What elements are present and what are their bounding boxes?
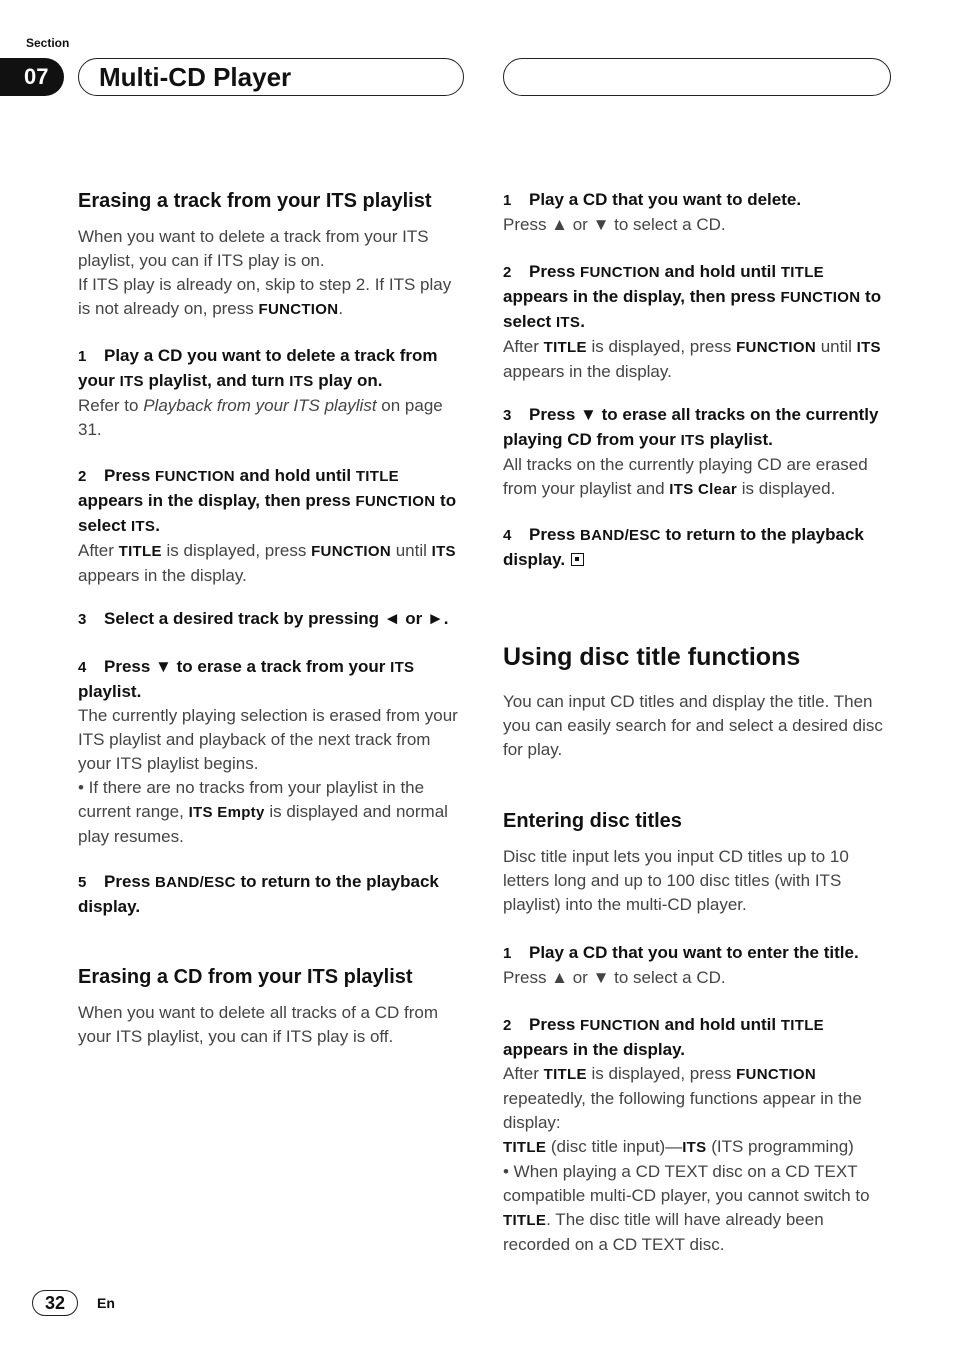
right-step-2: 2 Press FUNCTION and hold until TITLE appears in the display, then press FUNCTION to select ITS. After TITLE is displayed, press FUNCTION until ITS appears in the display. bbox=[503, 262, 882, 381]
right-step-1: 1 Play a CD that you want to delete. Press ▲ or ▼ to select a CD. bbox=[503, 190, 802, 234]
right-step-4: 4 Press BAND/ESC to return to the playback display. bbox=[503, 525, 864, 569]
left-step-4-note: • If there are no tracks from your playlist in the current range, ITS Empty is displayed and normal play resumes. bbox=[78, 778, 448, 846]
chapter-title-box bbox=[78, 58, 464, 96]
right-step-3: 3 Press ▼ to erase all tracks on the currently playing CD from your ITS playlist. All tracks on the currently playing CD are erased from your playlist and ITS Clear is displayed. bbox=[503, 405, 879, 498]
function-list: TITLE (disc title input)—ITS (ITS programming) bbox=[503, 1137, 854, 1156]
chapter-title: Multi-CD Player bbox=[99, 62, 292, 92]
section-label: Section bbox=[26, 36, 70, 50]
left-step-2: 2 Press FUNCTION and hold until TITLE appears in the display, then press FUNCTION to select ITS. After TITLE is displayed, press FUNCTION until ITS appears in the display. bbox=[78, 466, 457, 585]
erasing-cd-desc: When you want to delete all tracks of a CD from your ITS playlist, you can if ITS play is off. bbox=[78, 1003, 438, 1046]
erasing-track-intro: When you want to delete a track from your ITS playlist, you can if ITS play is on. If ITS play is already on, skip to step 2. If ITS play is not already on, press FUNCTION. bbox=[78, 227, 452, 318]
page-number: 32 bbox=[32, 1290, 78, 1316]
heading-erasing-track: Erasing a track from your ITS playlist bbox=[78, 190, 432, 212]
entering-desc: Disc title input lets you input CD titles up to 10 letters long and up to 100 disc titles (with ITS playlist) into the multi-CD player. bbox=[503, 847, 849, 914]
end-mark-icon bbox=[571, 553, 584, 566]
language-code: En bbox=[97, 1295, 115, 1311]
section-number-tab: 07 bbox=[0, 58, 64, 96]
left-step-4: 4 Press ▼ to erase a track from your ITS playlist. The currently playing selection is erased from your ITS playlist and playback of the next track from your ITS playlist begins. • If there are no tracks from your playlist in the current range, ITS Empty is displayed and normal play resumes. bbox=[78, 655, 468, 849]
heading-disc-title-functions: Using disc title functions bbox=[503, 643, 801, 671]
disc-title-desc: You can input CD titles and display the title. Then you can easily search for and select a desired disc for play. bbox=[503, 692, 883, 759]
cd-text-note: • When playing a CD TEXT disc on a CD TEXT compatible multi-CD player, you cannot switch to TITLE. The disc title will have already been recorded on a CD TEXT disc. bbox=[503, 1162, 870, 1254]
left-step-3: 3 Select a desired track by pressing ◄ or ►. bbox=[78, 609, 449, 628]
left-step-1: 1 Play a CD you want to delete a track from your ITS playlist, and turn ITS play on. Refer to Playback from your ITS playlist on page 31. bbox=[78, 346, 443, 439]
heading-erasing-cd: Erasing a CD from your ITS playlist bbox=[78, 966, 413, 988]
enter-step-1: 1 Play a CD that you want to enter the title. Press ▲ or ▼ to select a CD. bbox=[503, 943, 859, 987]
left-step-5: 5 Press BAND/ESC to return to the playback display. bbox=[78, 872, 439, 916]
header-empty-box bbox=[503, 58, 891, 96]
heading-entering-disc-titles: Entering disc titles bbox=[503, 810, 682, 832]
enter-step-2: 2 Press FUNCTION and hold until TITLE appears in the display. After TITLE is displayed, press FUNCTION repeatedly, the following functions appear in the display: TITLE (disc title input)—ITS (ITS programming) • When playing a CD TEXT disc on a CD TEXT compatible multi-CD player, you cannot switch to TITLE. The disc title will have already been recorded on a CD TEXT disc. bbox=[503, 1013, 893, 1257]
